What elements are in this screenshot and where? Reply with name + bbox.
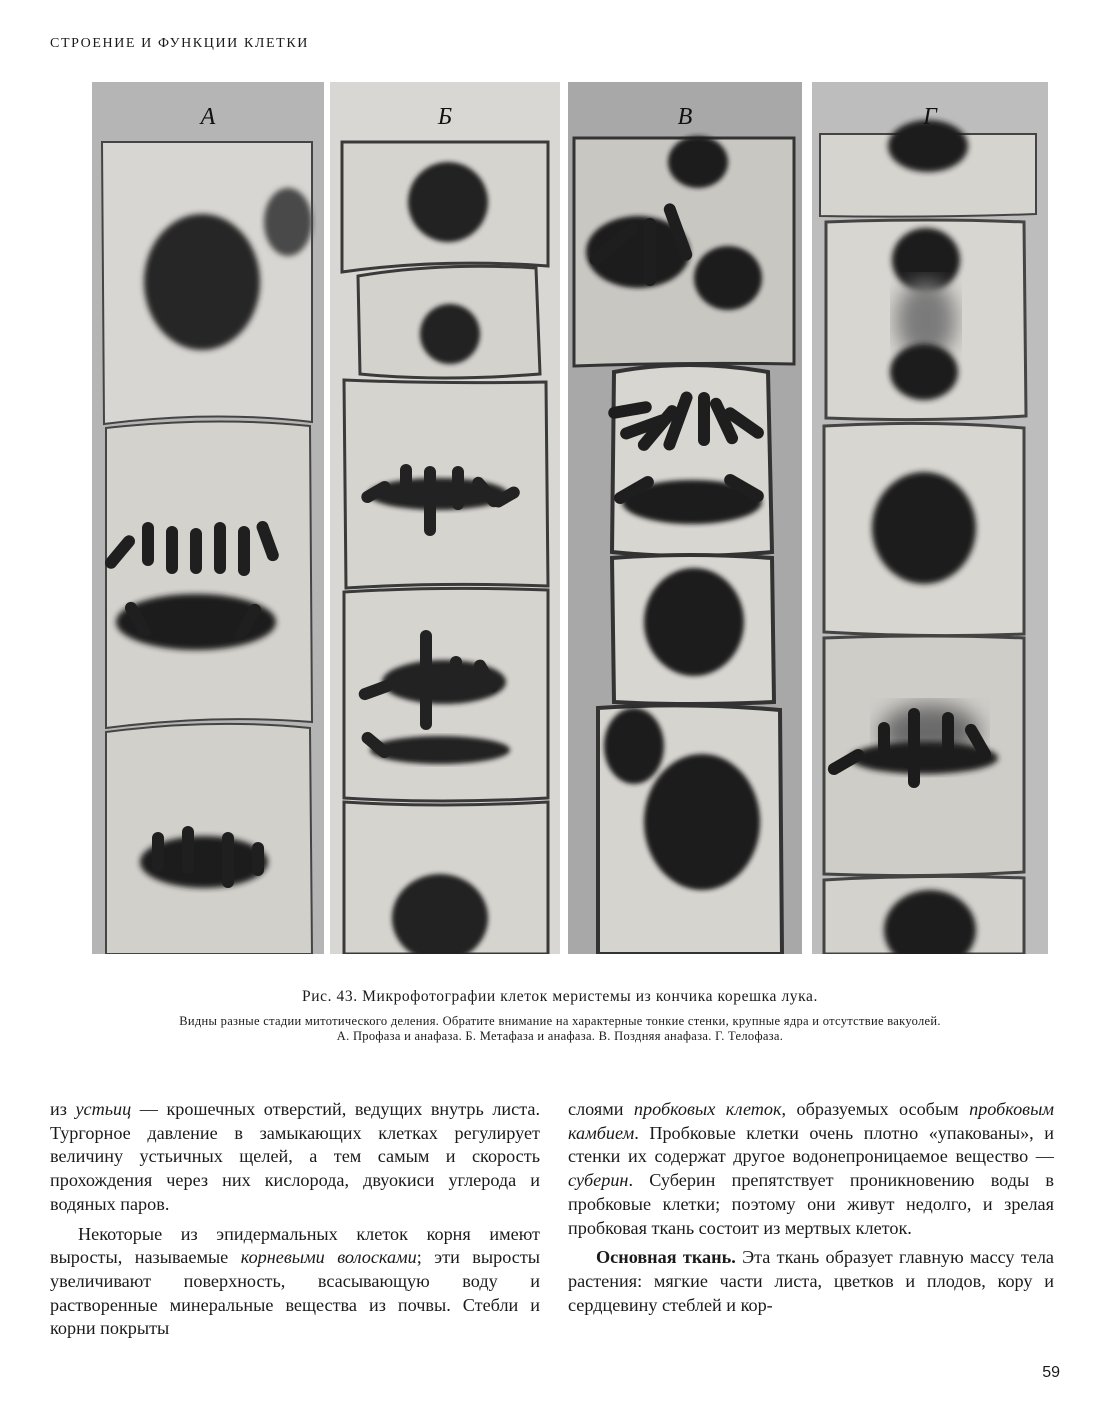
caption-title: Рис. 43. Микрофотографии клеток меристемы из кончика корешка лука. [301, 988, 818, 1005]
text-run: слоями [568, 1099, 634, 1119]
panel-label-a: А [200, 104, 216, 130]
panel-label-b: Б [437, 104, 453, 130]
panel-v-image [568, 82, 802, 954]
term-root-hairs: корневыми волосками [240, 1247, 417, 1268]
term-suberin: суберин [568, 1170, 629, 1191]
panel-b-image [330, 82, 560, 954]
left-column [50, 1098, 540, 1341]
text-run: . Суберин препятствует проникновению воды в пробковые клетки; поэтому они живут недолго, и зрелая пробковая ткань состоит из мертвых клеток. [568, 1170, 1054, 1238]
micrograph-figure [92, 82, 1048, 954]
micrograph-panel-v [568, 82, 802, 954]
caption-legend: А. Профаза и анафаза. Б. Метафаза и анафаза. В. Поздняя анафаза. Г. Телофаза. [336, 1029, 784, 1043]
left-paragraph-2 [50, 1223, 540, 1342]
figure-caption [60, 988, 1060, 1044]
text-run: . Пробковые клетки очень плотно «упакованы», и стенки их содержат другое водонепроницаемое вещество — [568, 1122, 1054, 1167]
page-number: 59 [1042, 1364, 1060, 1381]
panel-g-image [812, 82, 1048, 954]
right-paragraph-1 [568, 1098, 1054, 1240]
text-run: , образуемых особым [781, 1099, 970, 1119]
right-column [568, 1098, 1054, 1317]
term-cork-cambium: пробковым камбием [568, 1099, 1054, 1143]
section-heading-ground-tissue: Основная ткань. [596, 1247, 736, 1268]
micrograph-panel-b [330, 82, 560, 954]
term-cork-cells: пробковых клеток [633, 1099, 782, 1119]
panel-label-v: В [677, 104, 693, 130]
panel-label-g: Г [923, 104, 937, 130]
text-run: — крошечных отверстий, ведущих внутрь листа. Тургорное давление в замыкающих клетках регулирует величину устьичных щелей, а тем самым и скорость прохождения через них кислорода, двуокиси углерода и водяных паров. [50, 1099, 540, 1214]
text-run: Некоторые из эпидермальных клеток корня имеют выросты, называемые [50, 1223, 540, 1268]
left-paragraph-1 [50, 1098, 540, 1217]
term-stomata: устьиц [75, 1099, 132, 1119]
text-run: ; эти выросты увеличивают поверхность, всасывающую воду и растворенные минеральные вещества из почвы. Стебли и корни покрыты [50, 1247, 540, 1339]
right-paragraph-2 [568, 1246, 1054, 1317]
micrograph-panel-g [812, 82, 1048, 954]
panel-a-image [92, 82, 324, 954]
running-head: СТРОЕНИЕ И ФУНКЦИИ КЛЕТКИ [50, 36, 309, 51]
text-run: из [50, 1099, 76, 1119]
caption-text: Видны разные стадии митотического деления. Обратите внимание на характерные тонкие стенки, крупные ядра и отсутствие вакуолей. [179, 1014, 941, 1028]
micrograph-panel-a [92, 82, 324, 954]
text-run: Эта ткань образует главную массу тела растения: мягкие части листа, цветков и плодов, кору и сердцевину стеблей и кор- [568, 1247, 1054, 1315]
